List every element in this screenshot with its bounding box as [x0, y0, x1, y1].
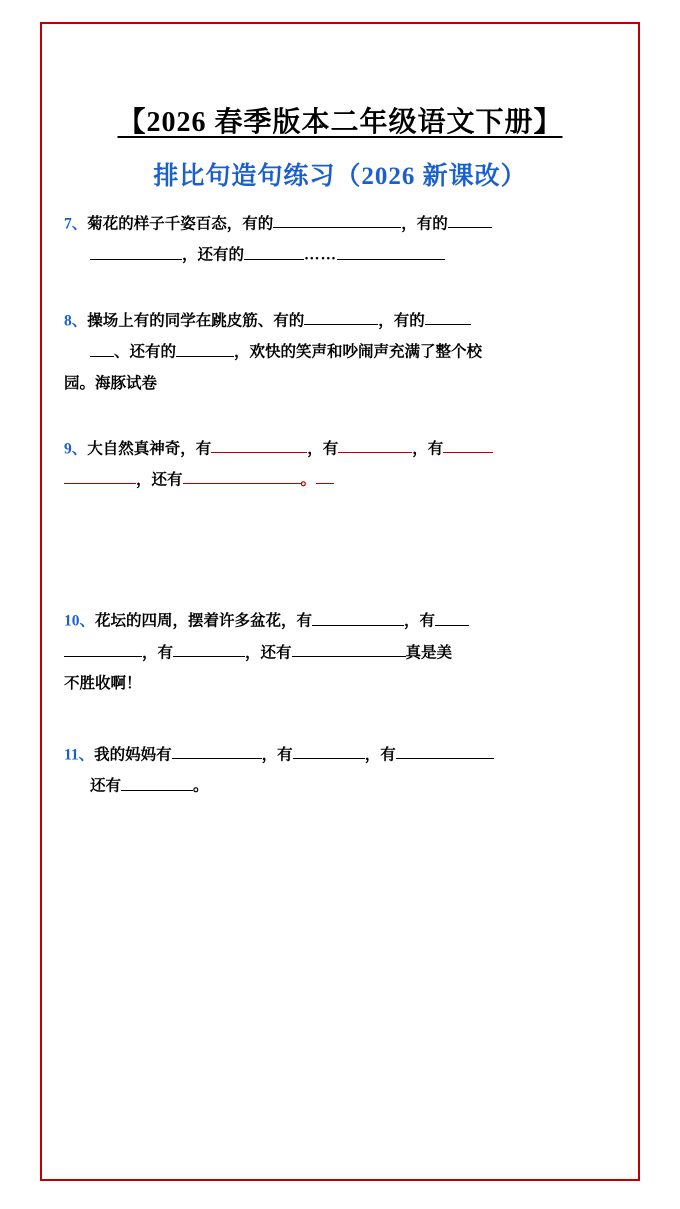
question-9-text-b: ，有	[307, 439, 339, 457]
blank-10-5[interactable]	[292, 637, 406, 657]
question-9-period: 。	[300, 471, 317, 489]
blank-7-2[interactable]	[448, 208, 492, 228]
question-8-text-a: 操场上有的同学在跳皮筋、有的	[87, 312, 305, 330]
question-9-number: 9、	[64, 439, 88, 457]
blank-9-6[interactable]	[316, 464, 334, 484]
blank-7-1[interactable]	[273, 208, 401, 228]
question-10-text-e: 真是美	[405, 644, 453, 661]
blank-8-4[interactable]	[176, 336, 234, 356]
question-11-text-c: ，有	[364, 746, 396, 764]
blank-9-4[interactable]	[64, 464, 136, 484]
question-10-number: 10、	[64, 612, 96, 630]
question-7-ellipsis: ……	[304, 246, 338, 264]
question-10-line-3: 不胜收啊！	[64, 675, 142, 692]
question-9-line-1	[64, 433, 616, 464]
question-7-number: 7、	[64, 215, 88, 233]
question-7-line-2	[64, 239, 616, 270]
blank-9-3[interactable]	[443, 433, 493, 453]
question-8-line-1	[64, 305, 616, 336]
page-content	[18, 22, 662, 802]
question-8-text-c: 、还有的	[114, 343, 177, 361]
question-list	[64, 208, 616, 802]
blank-8-1[interactable]	[304, 305, 378, 325]
question-11-text-b: ，有	[261, 746, 293, 764]
question-item-10	[64, 605, 616, 699]
blank-7-4[interactable]	[244, 239, 304, 259]
question-9-text-d: ，还有	[136, 471, 183, 489]
question-item-7	[64, 208, 616, 271]
question-item-11	[64, 739, 616, 802]
question-8-text-b: ，有的	[378, 312, 425, 330]
question-9-line-2	[64, 464, 616, 495]
question-10-text-d: ，还有	[245, 644, 292, 661]
question-10-text-b: ，有	[404, 612, 436, 630]
blank-10-4[interactable]	[173, 637, 245, 657]
question-9-text-a: 大自然真神奇，有	[87, 439, 212, 457]
question-8-number: 8、	[64, 312, 88, 330]
blank-7-5[interactable]	[337, 239, 445, 259]
question-11-text-d: 还有	[90, 777, 122, 795]
blank-10-1[interactable]	[312, 605, 404, 625]
question-7-text-b: ，有的	[401, 215, 448, 233]
question-11-text-a: 我的妈妈有	[94, 746, 172, 764]
blank-11-1[interactable]	[172, 739, 262, 759]
question-11-period: 。	[193, 777, 209, 795]
question-10-text-c: ，有	[142, 644, 174, 661]
blank-9-5[interactable]	[183, 464, 301, 484]
question-10-line-1	[64, 605, 616, 636]
page-title: 【2026 春季版本二年级语文下册】	[117, 107, 563, 138]
blank-11-3[interactable]	[396, 739, 494, 759]
question-8-text-d: ，欢快的笑声和吵闹声充满了整个校	[234, 343, 483, 361]
question-7-text-a: 菊花的样子千姿百态，有的	[87, 215, 274, 233]
question-11-number: 11、	[64, 746, 95, 764]
page-subtitle: 排比句造句练习（2026 新课改）	[153, 163, 527, 190]
question-10-line-2	[64, 637, 616, 668]
question-7-text-c: ，还有的	[182, 246, 245, 264]
question-11-line-1	[64, 739, 616, 770]
blank-11-4[interactable]	[121, 770, 193, 790]
question-8-line-2	[64, 336, 616, 367]
blank-8-3[interactable]	[90, 336, 114, 356]
blank-9-1[interactable]	[211, 433, 307, 453]
question-7-line-1	[64, 208, 616, 239]
blank-9-2[interactable]	[338, 433, 412, 453]
question-9-text-c: ，有	[412, 439, 444, 457]
question-8-line-3: 园。海豚试卷	[64, 374, 158, 392]
question-10-text-a: 花坛的四周，摆着许多盆花，有	[95, 612, 313, 630]
question-11-line-2	[64, 770, 616, 801]
blank-10-3[interactable]	[64, 637, 142, 657]
blank-11-2[interactable]	[293, 739, 365, 759]
question-item-9	[64, 433, 616, 496]
blank-8-2[interactable]	[425, 305, 471, 325]
question-item-8	[64, 305, 616, 399]
blank-7-3[interactable]	[90, 239, 182, 259]
blank-10-2[interactable]	[435, 605, 469, 625]
